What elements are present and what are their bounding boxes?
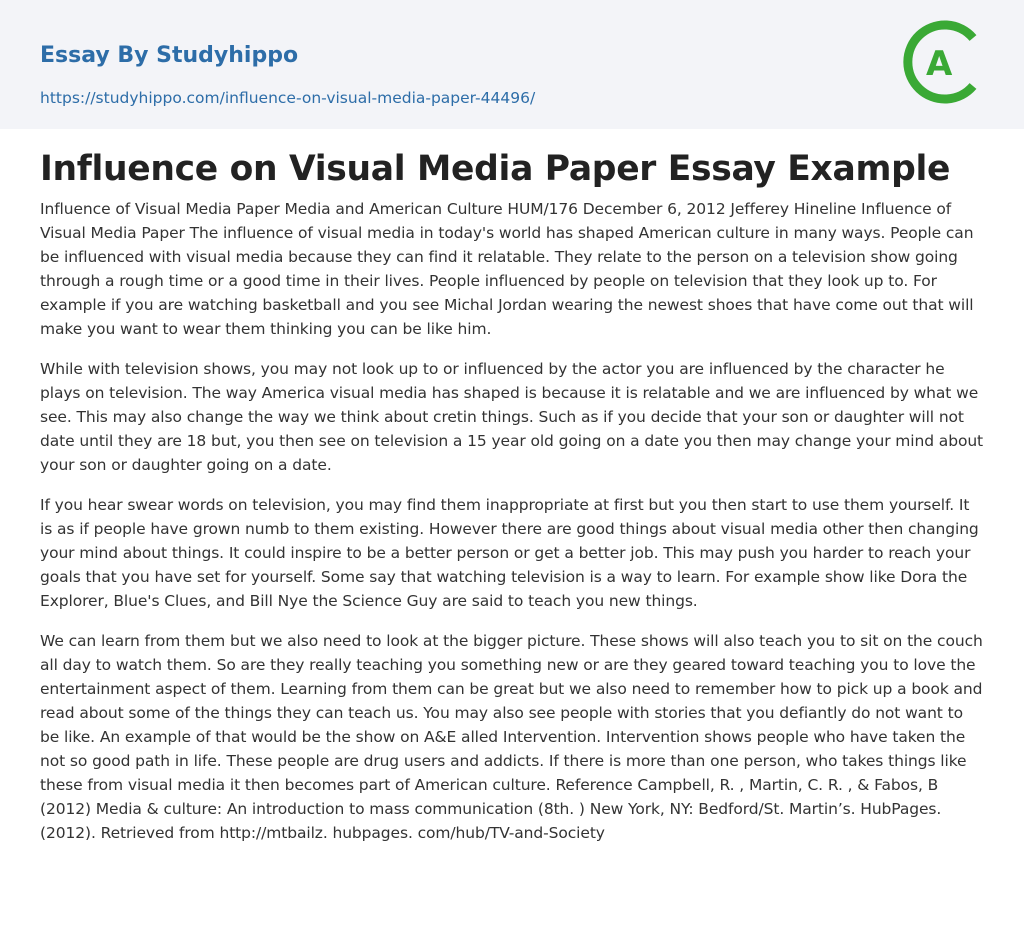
article-paragraph: While with television shows, you may not look up to or influenced by the actor you are influenced by the character he plays on television. The way America visual media has shaped is because it is relatable and we are influenced by what we see. This may also change the way we think about cretin things. Such as if you decide that your son or daughter will not date until they are 18 but, you then see on television a 15 year old going on a date you then may change your mind about your son or daughter going on a date. bbox=[40, 360, 984, 474]
article bbox=[0, 147, 1024, 845]
site-brand[interactable]: Essay By Studyhippo bbox=[40, 43, 299, 68]
source-url-link[interactable]: https://studyhippo.com/influence-on-visual-media-paper-44496/ bbox=[40, 89, 536, 107]
article-title: Influence on Visual Media Paper Essay Example bbox=[40, 149, 951, 189]
studyhippo-logo-icon[interactable] bbox=[900, 20, 984, 104]
article-paragraph: If you hear swear words on television, you may find them inappropriate at first but you then start to use them yourself. It is as if people have grown numb to them existing. However there are good things about visual media other then changing your mind about things. It could inspire to be a better person or get a better job. This may push you harder to reach your goals that you have set for yourself. Some say that watching television is a way to learn. For example show like Dora the Explorer, Blue's Clues, and Bill Nye the Science Guy are said to teach you new things. bbox=[40, 496, 979, 610]
logo-letter: A bbox=[926, 44, 953, 84]
article-paragraph: Influence of Visual Media Paper Media and American Culture HUM/176 December 6, 2012 Jefferey Hineline Influence of Visual Media Paper The influence of visual media in today's world has shaped American culture in many ways. People can be influenced with visual media because they can find it relatable. They relate to the person on a television show going through a rough time or a good time in their lives. People influenced by people on television that they look up to. For example if you are watching basketball and you see Michal Jordan wearing the newest shoes that have come out that will make you want to wear them thinking you can be like him. bbox=[40, 200, 974, 338]
article-paragraph: We can learn from them but we also need to look at the bigger picture. These shows will also teach you to sit on the couch all day to watch them. So are they really teaching you something new or are they geared toward teaching you to love the entertainment aspect of them. Learning from them can be great but we also need to remember how to pick up a book and read about some of the things they can teach us. You may also see people with stories that you defiantly do not want to be like. An example of that would be the show on A&E alled Intervention. Intervention shows people who have taken the not so good path in life. These people are drug users and addicts. If there is more than one person, who takes things like these from visual media it then becomes part of American culture. Reference Campbell, R. , Martin, C. R. , & Fabos, B (2012) Media & culture: An introduction to mass communication (8th. ) New York, NY: Bedford/St. Martin’s. HubPages. (2012). Retrieved from http://mtbailz. hubpages. com/hub/TV-and-Society bbox=[40, 632, 983, 842]
site-header bbox=[0, 0, 1024, 129]
